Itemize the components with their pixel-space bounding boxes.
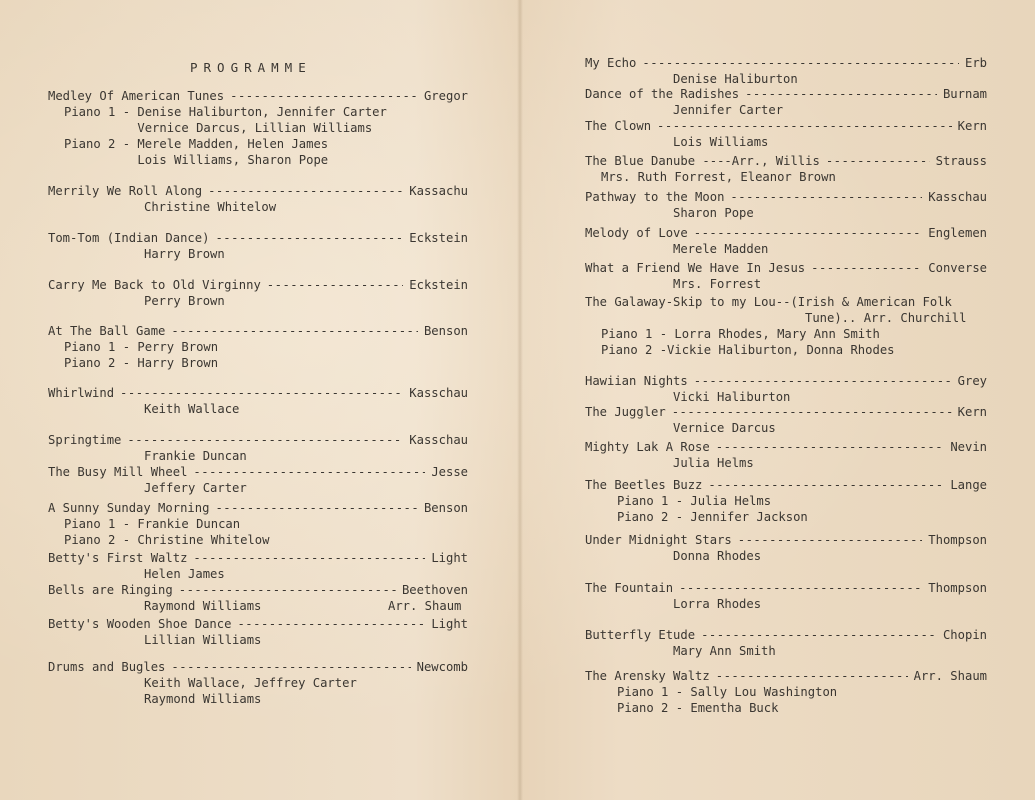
dot-leader: [826, 153, 930, 169]
performer-line: Keith Wallace: [144, 402, 240, 416]
composer: Burnam: [942, 87, 987, 101]
programme-entry: [48, 659, 468, 675]
composer: Gregor: [423, 89, 468, 103]
performer-line: Tune).. Arr. Churchill: [805, 311, 967, 325]
piece-title: The Beetles Buzz: [585, 478, 703, 492]
performer-line: Vicki Haliburton: [673, 390, 791, 404]
piece-title: Betty's First Waltz: [48, 551, 188, 565]
piece-title: Drums and Bugles: [48, 660, 166, 674]
arranger-note: Arr. Shaum: [388, 599, 462, 613]
performer-line: Piano 2 - Christine Whitelow: [64, 533, 270, 547]
composer: Englemen: [928, 226, 987, 240]
performer-line: Lorra Rhodes: [673, 597, 762, 611]
programme-entry: [48, 183, 468, 199]
piece-title: My Echo: [585, 56, 637, 70]
programme-entry: [48, 500, 468, 516]
dot-leader: [694, 225, 923, 241]
piece-title: Whirlwind: [48, 386, 115, 400]
performer-line: Mrs. Forrest: [673, 277, 762, 291]
dot-leader: [215, 500, 418, 516]
composer: Benson: [423, 324, 468, 338]
piece-title: Mighty Lak A Rose: [585, 440, 710, 454]
performer-line: Lois Williams, Sharon Pope: [64, 153, 329, 167]
piece-title: Dance of the Radishes: [585, 87, 740, 101]
programme-entry: [585, 153, 987, 169]
dot-leader: [193, 464, 425, 480]
composer: Beethoven: [401, 583, 468, 597]
performer-line: Piano 2 - Jennifer Jackson: [617, 510, 808, 524]
programme-entry: [585, 404, 987, 420]
piece-title: Carry Me Back to Old Virginny: [48, 278, 261, 292]
composer: Kasschau: [409, 386, 468, 400]
composer: Lange: [950, 478, 987, 492]
performer-line: Helen James: [144, 567, 225, 581]
programme-entry: [585, 668, 987, 684]
piece-title: Pathway to the Moon: [585, 190, 725, 204]
composer: Grey: [957, 374, 987, 388]
programme-entry: [585, 477, 987, 493]
composer: Newcomb: [416, 660, 468, 674]
performer-line: Piano 2 - Merele Madden, Helen James: [64, 137, 329, 151]
piece-title: Springtime: [48, 433, 122, 447]
composer: Jesse: [431, 465, 468, 479]
piece-title: Under Midnight Stars: [585, 533, 732, 547]
performer-line: Piano 1 - Frankie Duncan: [64, 517, 241, 531]
performer-line: Lillian Williams: [144, 633, 262, 647]
performer-line: Donna Rhodes: [673, 549, 762, 563]
dot-leader: [730, 189, 922, 205]
programme-entry: [585, 225, 987, 241]
piece-title: The Blue Danube ----Arr., Willis: [585, 154, 820, 168]
performer-line: Piano 1 - Julia Helms: [617, 494, 772, 508]
performer-line: Merele Madden: [673, 242, 769, 256]
piece-title: Butterfly Etude: [585, 628, 696, 642]
performer-line: Raymond Williams: [144, 692, 262, 706]
programme-entry: [585, 532, 987, 548]
programme-entry: [48, 230, 468, 246]
composer: Strauss: [935, 154, 987, 168]
performer-line: Jeffery Carter: [144, 481, 247, 495]
dot-leader: [208, 183, 403, 199]
composer: Kern: [957, 405, 987, 419]
dot-leader: [745, 86, 937, 102]
dot-leader: [716, 439, 945, 455]
dot-leader: [679, 580, 922, 596]
performer-line: Piano 1 - Denise Haliburton, Jennifer Carter: [64, 105, 387, 119]
dot-leader: [694, 373, 952, 389]
composer: Light: [431, 551, 468, 565]
performer-line: Piano 1 - Lorra Rhodes, Mary Ann Smith: [601, 327, 880, 341]
composer: Kasschau: [928, 190, 987, 204]
programme-entry: [48, 582, 468, 598]
performer-line: Piano 2 - Harry Brown: [64, 356, 219, 370]
performer-line: Christine Whitelow: [144, 200, 277, 214]
dot-leader: [179, 582, 396, 598]
programme-entry: [585, 86, 987, 102]
performer-line: Raymond Williams: [144, 599, 262, 613]
performer-line: Mary Ann Smith: [673, 644, 776, 658]
programme-entry: [48, 432, 468, 448]
piece-title: Tom-Tom (Indian Dance): [48, 231, 210, 245]
performer-line: Jennifer Carter: [673, 103, 784, 117]
piece-title: Betty's Wooden Shoe Dance: [48, 617, 232, 631]
piece-title: The Arensky Waltz: [585, 669, 710, 683]
dot-leader: [642, 55, 959, 71]
performer-line: Keith Wallace, Jeffrey Carter: [144, 676, 357, 690]
programme-entry: [585, 260, 987, 276]
composer: Eckstein: [409, 278, 468, 292]
dot-leader: [237, 616, 425, 632]
piece-title: What a Friend We Have In Jesus: [585, 261, 806, 275]
dot-leader: [701, 627, 937, 643]
dot-leader: [171, 659, 410, 675]
programme-title: PROGRAMME: [190, 60, 312, 75]
composer: Thompson: [928, 533, 987, 547]
programme-entry: [585, 627, 987, 643]
performer-line: Mrs. Ruth Forrest, Eleanor Brown: [601, 170, 836, 184]
programme-entry: [48, 323, 468, 339]
piece-title: The Busy Mill Wheel: [48, 465, 188, 479]
piece-title: The Clown: [585, 119, 652, 133]
performer-line: Vernice Darcus: [673, 421, 776, 435]
programme-entry: [585, 580, 987, 596]
composer: Light: [431, 617, 468, 631]
page-fold: [517, 0, 523, 800]
piece-title: Melody of Love: [585, 226, 688, 240]
programme-entry: [585, 55, 987, 71]
composer: Kern: [957, 119, 987, 133]
dot-leader: [127, 432, 403, 448]
composer: Kassachu: [409, 184, 468, 198]
performer-line: Denise Haliburton: [673, 72, 798, 86]
programme-entry: [585, 373, 987, 389]
programme-entry: [585, 294, 987, 310]
piece-title: The Juggler: [585, 405, 666, 419]
performer-line: Piano 2 -Vickie Haliburton, Donna Rhodes: [601, 343, 895, 357]
performer-line: Perry Brown: [144, 294, 225, 308]
composer: Nevin: [950, 440, 987, 454]
performer-line: Vernice Darcus, Lillian Williams: [64, 121, 373, 135]
performer-line: Lois Williams: [673, 135, 769, 149]
performer-line: Harry Brown: [144, 247, 225, 261]
performer-line: Piano 1 - Sally Lou Washington: [617, 685, 838, 699]
dot-leader: [215, 230, 403, 246]
performer-line: Sharon Pope: [673, 206, 754, 220]
dot-leader: [230, 88, 418, 104]
composer: Kasschau: [409, 433, 468, 447]
piece-title: Bells are Ringing: [48, 583, 173, 597]
composer: Thompson: [928, 581, 987, 595]
dot-leader: [811, 260, 922, 276]
dot-leader: [716, 668, 908, 684]
dot-leader: [120, 385, 403, 401]
performer-line: Frankie Duncan: [144, 449, 247, 463]
piece-title: The Galaway-Skip to my Lou--(Irish & American Folk: [585, 295, 952, 309]
programme-entry: [48, 277, 468, 293]
composer: Arr. Shaum: [913, 669, 987, 683]
dot-leader: [171, 323, 418, 339]
dot-leader: [738, 532, 923, 548]
dot-leader: [267, 277, 404, 293]
piece-title: At The Ball Game: [48, 324, 166, 338]
piece-title: Merrily We Roll Along: [48, 184, 203, 198]
piece-title: Hawiian Nights: [585, 374, 688, 388]
programme-entry: [48, 550, 468, 566]
composer: Converse: [928, 261, 987, 275]
dot-leader: [657, 118, 952, 134]
composer: Chopin: [942, 628, 987, 642]
dot-leader: [193, 550, 425, 566]
programme-entry: [48, 616, 468, 632]
piece-title: The Fountain: [585, 581, 674, 595]
performer-line: Piano 2 - Ementha Buck: [617, 701, 779, 715]
dot-leader: [708, 477, 944, 493]
piece-title: A Sunny Sunday Morning: [48, 501, 210, 515]
composer: Erb: [964, 56, 987, 70]
programme-entry: [585, 439, 987, 455]
performer-line: Piano 1 - Perry Brown: [64, 340, 219, 354]
programme-entry: [48, 88, 468, 104]
composer: Benson: [423, 501, 468, 515]
dot-leader: [672, 404, 952, 420]
programme-entry: [585, 118, 987, 134]
performer-line: Julia Helms: [673, 456, 754, 470]
programme-entry: [48, 464, 468, 480]
programme-entry: [585, 189, 987, 205]
programme-entry: [48, 385, 468, 401]
piece-title: Medley Of American Tunes: [48, 89, 225, 103]
composer: Eckstein: [409, 231, 468, 245]
